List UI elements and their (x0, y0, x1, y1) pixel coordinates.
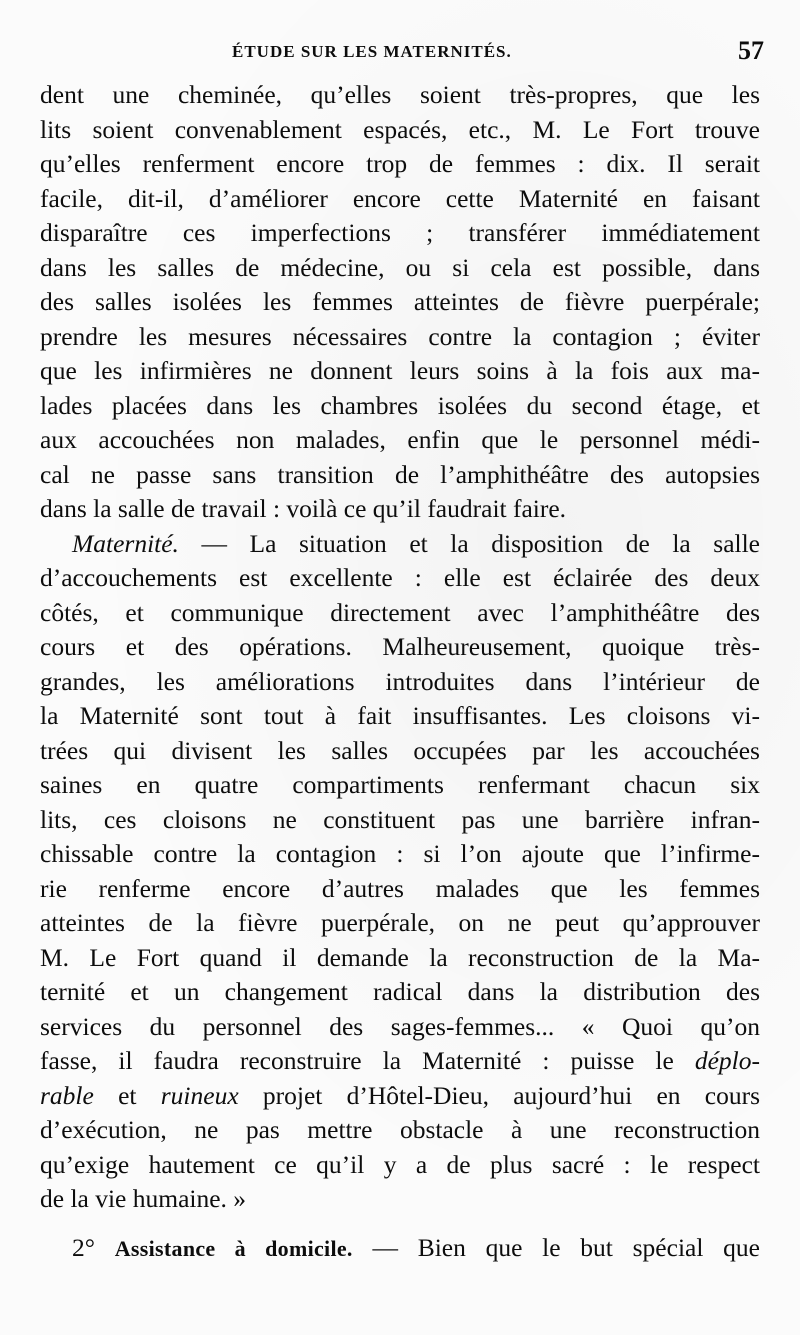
text-line: des salles isolées les femmes atteintes de fièvre puerpérale; (40, 287, 760, 316)
section-label-maternite: Maternité. (72, 528, 179, 558)
page-number: 57 (738, 36, 764, 65)
text-line: Maternité. — La situation et la disposition de la salle (72, 528, 760, 558)
text-line: disparaître ces imperfections ; transférer immédiatement (40, 218, 760, 247)
text-line: d’exécution, ne pas mettre obstacle à une reconstruction (40, 1115, 760, 1144)
text-line: rie renferme encore d’autres malades que les femmes (40, 873, 760, 903)
text-line: lits, ces cloisons ne constituent pas une barrière infran- (40, 804, 760, 834)
text-line: 2° Assistance à domicile. — Bien que le but spécial que (72, 1232, 760, 1262)
text-line: aux accouchées non malades, enfin que le personnel médi- (40, 425, 760, 454)
paragraph-gap (40, 1217, 760, 1231)
text-line: d’accouchements est excellente : elle est éclairée des deux (40, 563, 760, 592)
text-line: facile, dit-il, d’améliorer encore cette Maternité en faisant (40, 183, 760, 213)
page-header (40, 36, 764, 66)
text-line: prendre les mesures nécessaires contre la contagion ; éviter (40, 321, 760, 351)
text-line: dans les salles de médecine, ou si cela est possible, dans (40, 252, 760, 282)
text-line: services du personnel des sages-femmes... « Quoi qu’on (40, 1011, 760, 1041)
text-line: que les infirmières ne donnent leurs soins à la fois aux ma- (40, 356, 760, 385)
text-line: M. Le Fort quand il demande la reconstruction de la Ma- (40, 942, 760, 972)
text-line: lades placées dans les chambres isolées du second étage, et (40, 390, 760, 420)
text-line: la Maternité sont tout à fait insuffisantes. Les cloisons vi- (40, 701, 760, 730)
text-line: chissable contre la contagion : si l’on ajoute que l’infirme- (40, 839, 760, 868)
text-line: rable et ruineux projet d’Hôtel-Dieu, aujourd’hui en cours (40, 1080, 760, 1110)
text-line: lits soient convenablement espacés, etc., M. Le Fort trouve (40, 114, 760, 144)
text-line: trées qui divisent les salles occupées par les accouchées (40, 735, 760, 765)
text-line: grandes, les améliorations introduites dans l’intérieur de (40, 666, 760, 696)
body-text (40, 78, 760, 1265)
text-line: côtés, et communique directement avec l’amphithéâtre des (40, 597, 760, 627)
text-line: atteintes de la fièvre puerpérale, on ne peut qu’approuver (40, 908, 760, 937)
running-head: ÉTUDE SUR LES MATERNITÉS. (232, 42, 512, 61)
text-line: cours et des opérations. Malheureusement, quoique très- (40, 632, 760, 661)
text-line: qu’elles renferment encore trop de femmes : dix. Il serait (40, 149, 760, 178)
paragraph-assistance (40, 1231, 760, 1266)
section-number: 2° (72, 1232, 95, 1262)
paragraph-maternite (40, 527, 760, 1217)
text-line: cal ne passe sans transition de l’amphithéâtre des autopsies (40, 459, 760, 489)
text-line: saines en quatre compartiments renfermant chacun six (40, 770, 760, 799)
text-line: dans la salle de travail : voilà ce qu’il faudrait faire. (40, 494, 567, 523)
text-line: qu’exige hautement ce qu’il y a de plus sacré : le respect (40, 1149, 760, 1179)
section-heading-assistance: Assistance à domicile. (114, 1235, 353, 1261)
text-line: fasse, il faudra reconstruire la Maternité : puisse le déplo- (40, 1046, 760, 1075)
text-line: dent une cheminée, qu’elles soient très-propres, que les (40, 80, 760, 109)
paragraph-continuation (40, 78, 760, 527)
text-line: ternité et un changement radical dans la distribution des (40, 977, 760, 1006)
text-line: de la vie humaine. » (40, 1184, 247, 1213)
